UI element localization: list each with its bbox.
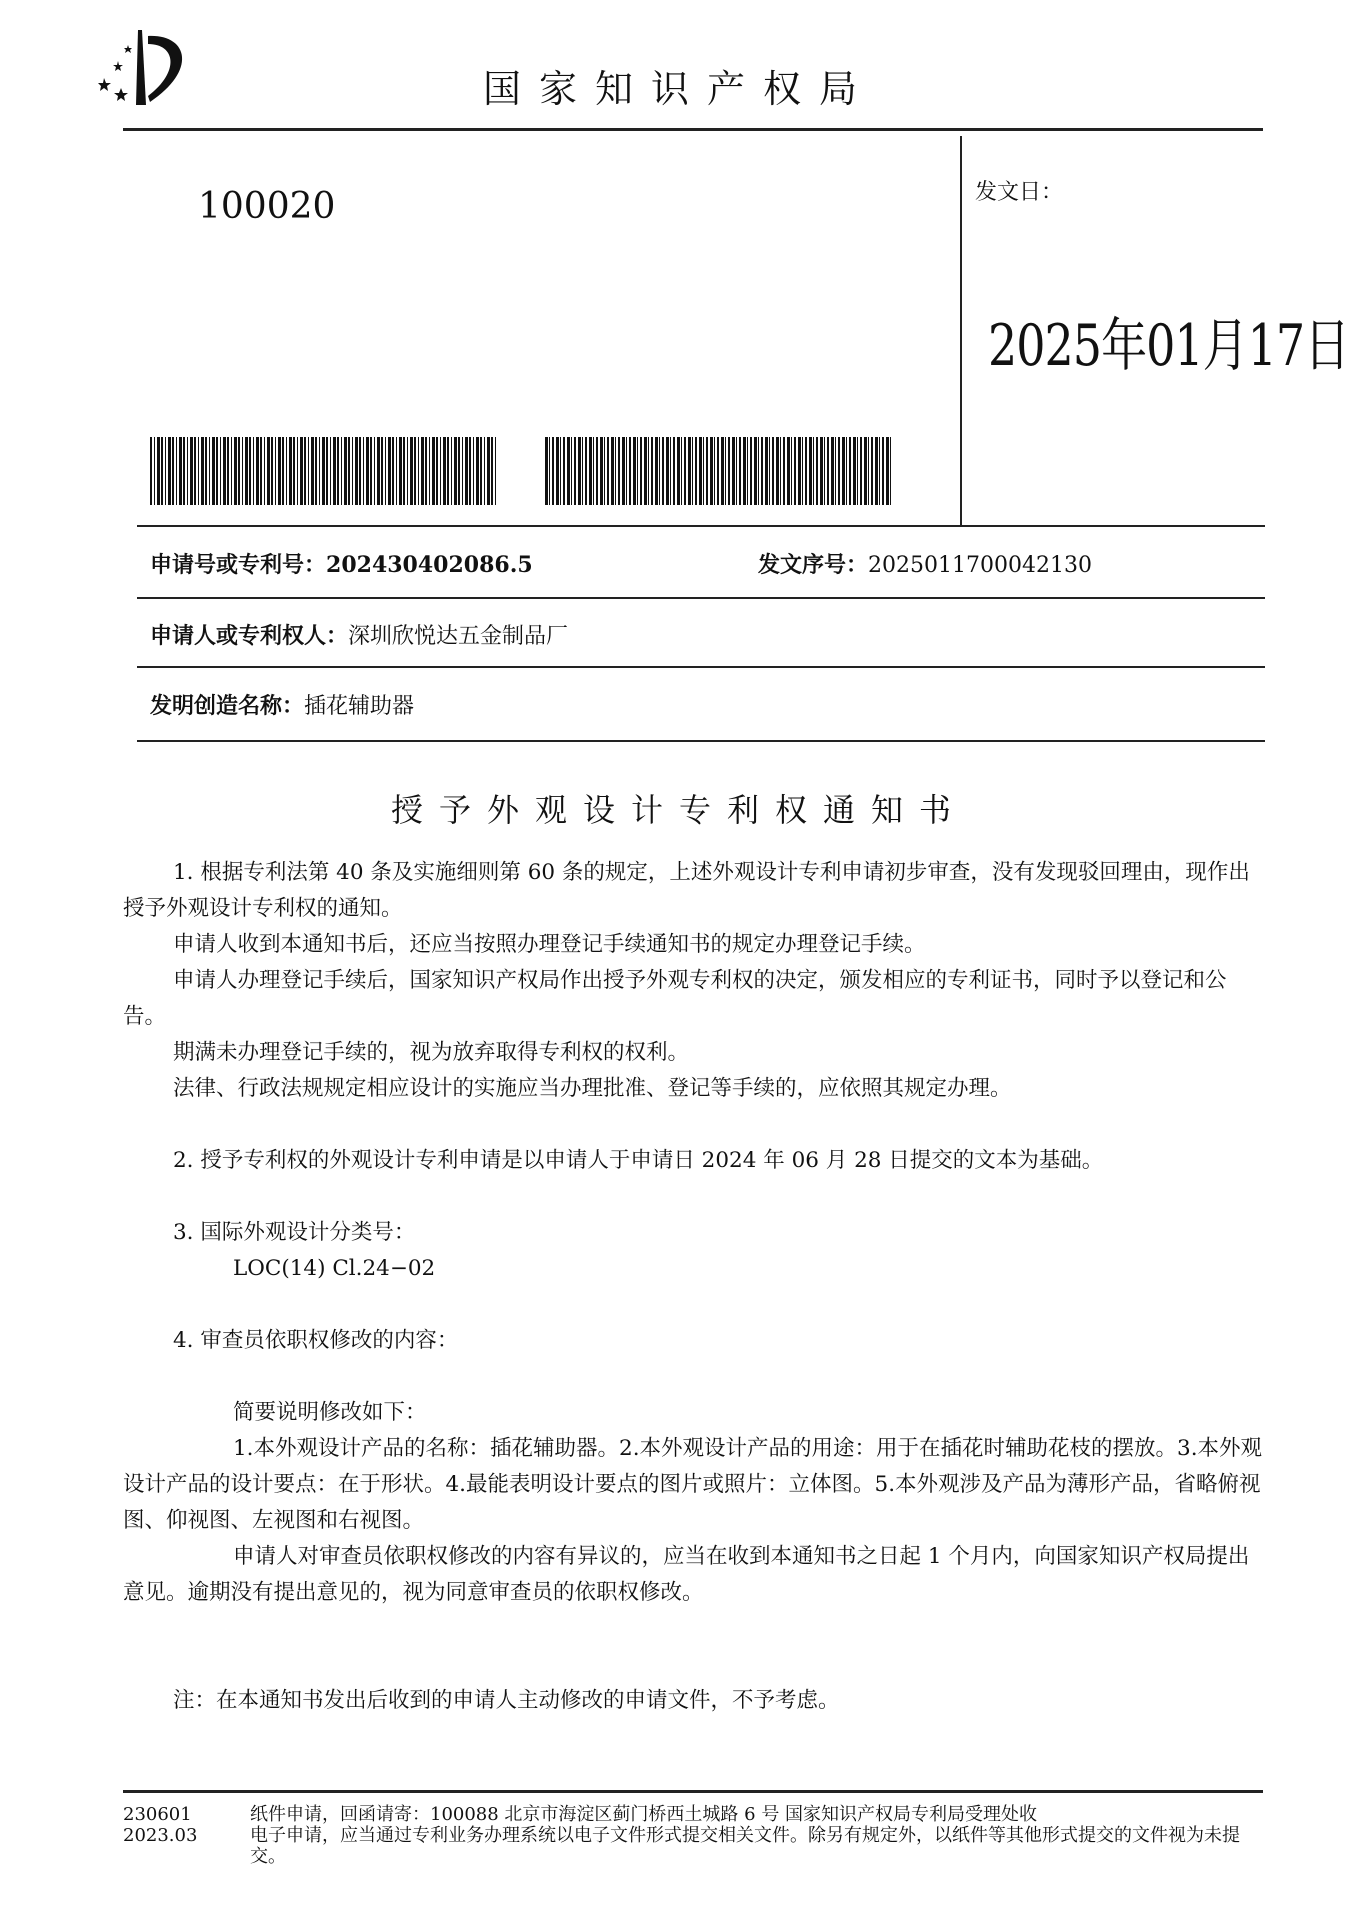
- vertical-divider: [960, 136, 962, 526]
- invention-name: 插花辅助器: [304, 694, 415, 719]
- divider: [137, 525, 1265, 527]
- paragraph: 期满未办理登记手续的，视为放弃取得专利权的权利。: [173, 1040, 690, 1065]
- paragraph: 申请人收到本通知书后，还应当按照办理登记手续通知书的规定办理登记手续。: [173, 932, 926, 957]
- paragraph: 法律、行政法规规定相应设计的实施应当办理批准、登记等手续的，应依照其规定办理。: [173, 1076, 1012, 1101]
- paragraph: 2. 授予专利权的外观设计专利申请是以申请人于申请日 2024 年 06 月 28 日提交的文本为基础。: [173, 1148, 1104, 1173]
- issue-date: 2025年01月17日: [988, 311, 1350, 379]
- classification: LOC(14) Cl.24−02: [233, 1256, 436, 1281]
- applicant-label: 申请人或专利权人：: [150, 623, 349, 649]
- applicant-row: [150, 619, 568, 650]
- document-title: 授予外观设计专利权通知书: [390, 791, 967, 829]
- paragraph: 4. 审查员依职权修改的内容：: [173, 1328, 459, 1353]
- paragraph: 申请人对审查员依职权修改的内容有异议的，应当在收到本通知书之日起 1 个月内，向国家知识产权局提出意见。逾期没有提出意见的，视为同意审查员的依职权修改。: [123, 1544, 1250, 1605]
- serial-number: 2025011700042130: [868, 553, 1092, 578]
- app-number: 202430402086.5: [326, 552, 533, 578]
- divider: [137, 666, 1265, 668]
- paragraph: 1. 根据专利法第 40 条及实施细则第 60 条的规定，上述外观设计专利申请初步审查，没有发现驳回理由，现作出授予外观设计专利权的通知。: [123, 860, 1250, 921]
- paragraph: 1.本外观设计产品的名称：插花辅助器。2.本外观设计产品的用途：用于在插花时辅助花枝的摆放。3.本外观设计产品的设计要点：在于形状。4.最能表明设计要点的图片或照片：立体图。5.本外观涉及产品为薄形产品，省略俯视图、仰视图、左视图和右视图。: [123, 1436, 1263, 1533]
- paragraph: 申请人办理登记手续后，国家知识产权局作出授予外观专利权的决定，颁发相应的专利证书，同时予以登记和公告。: [123, 968, 1227, 1029]
- barcode-right: [545, 437, 891, 505]
- footer-divider: [123, 1790, 1263, 1793]
- serial-label: 发文序号：: [758, 552, 869, 578]
- notice-body: [123, 855, 1263, 1719]
- app-number-row: [150, 548, 533, 579]
- applicant: 深圳欣悦达五金制品厂: [348, 624, 569, 649]
- note: 注：在本通知书发出后收到的申请人主动修改的申请文件，不予考虑。: [173, 1688, 840, 1713]
- invention-label: 发明创造名称：: [150, 693, 305, 719]
- divider: [137, 740, 1265, 742]
- issue-date-label: 发文日：: [975, 180, 1064, 205]
- form-code: 230601: [123, 1804, 192, 1825]
- invention-row: [150, 689, 414, 720]
- footer-notes: [250, 1804, 1270, 1867]
- electronic-filing-note: 电子申请，应当通过专利业务办理系统以电子文件形式提交相关文件。除另有规定外，以纸件等其他形式提交的文件视为未提交。: [250, 1825, 1240, 1867]
- divider: [137, 597, 1265, 599]
- postal-code: 100020: [198, 186, 336, 227]
- paragraph: 简要说明修改如下：: [233, 1400, 427, 1425]
- form-version: 2023.03: [123, 1825, 198, 1846]
- paper-filing-note: 纸件申请，回函请寄：100088 北京市海淀区蓟门桥西土城路 6 号 国家知识产权局专利局受理处收: [250, 1804, 1038, 1825]
- paragraph: 3. 国际外观设计分类号：: [173, 1220, 416, 1245]
- office-name: 国家知识产权局: [482, 67, 875, 111]
- app-number-label: 申请号或专利号：: [150, 552, 327, 578]
- form-codes: [123, 1804, 197, 1846]
- header-divider: [123, 128, 1263, 131]
- barcode-left: [150, 437, 496, 505]
- serial-row: [758, 548, 1092, 579]
